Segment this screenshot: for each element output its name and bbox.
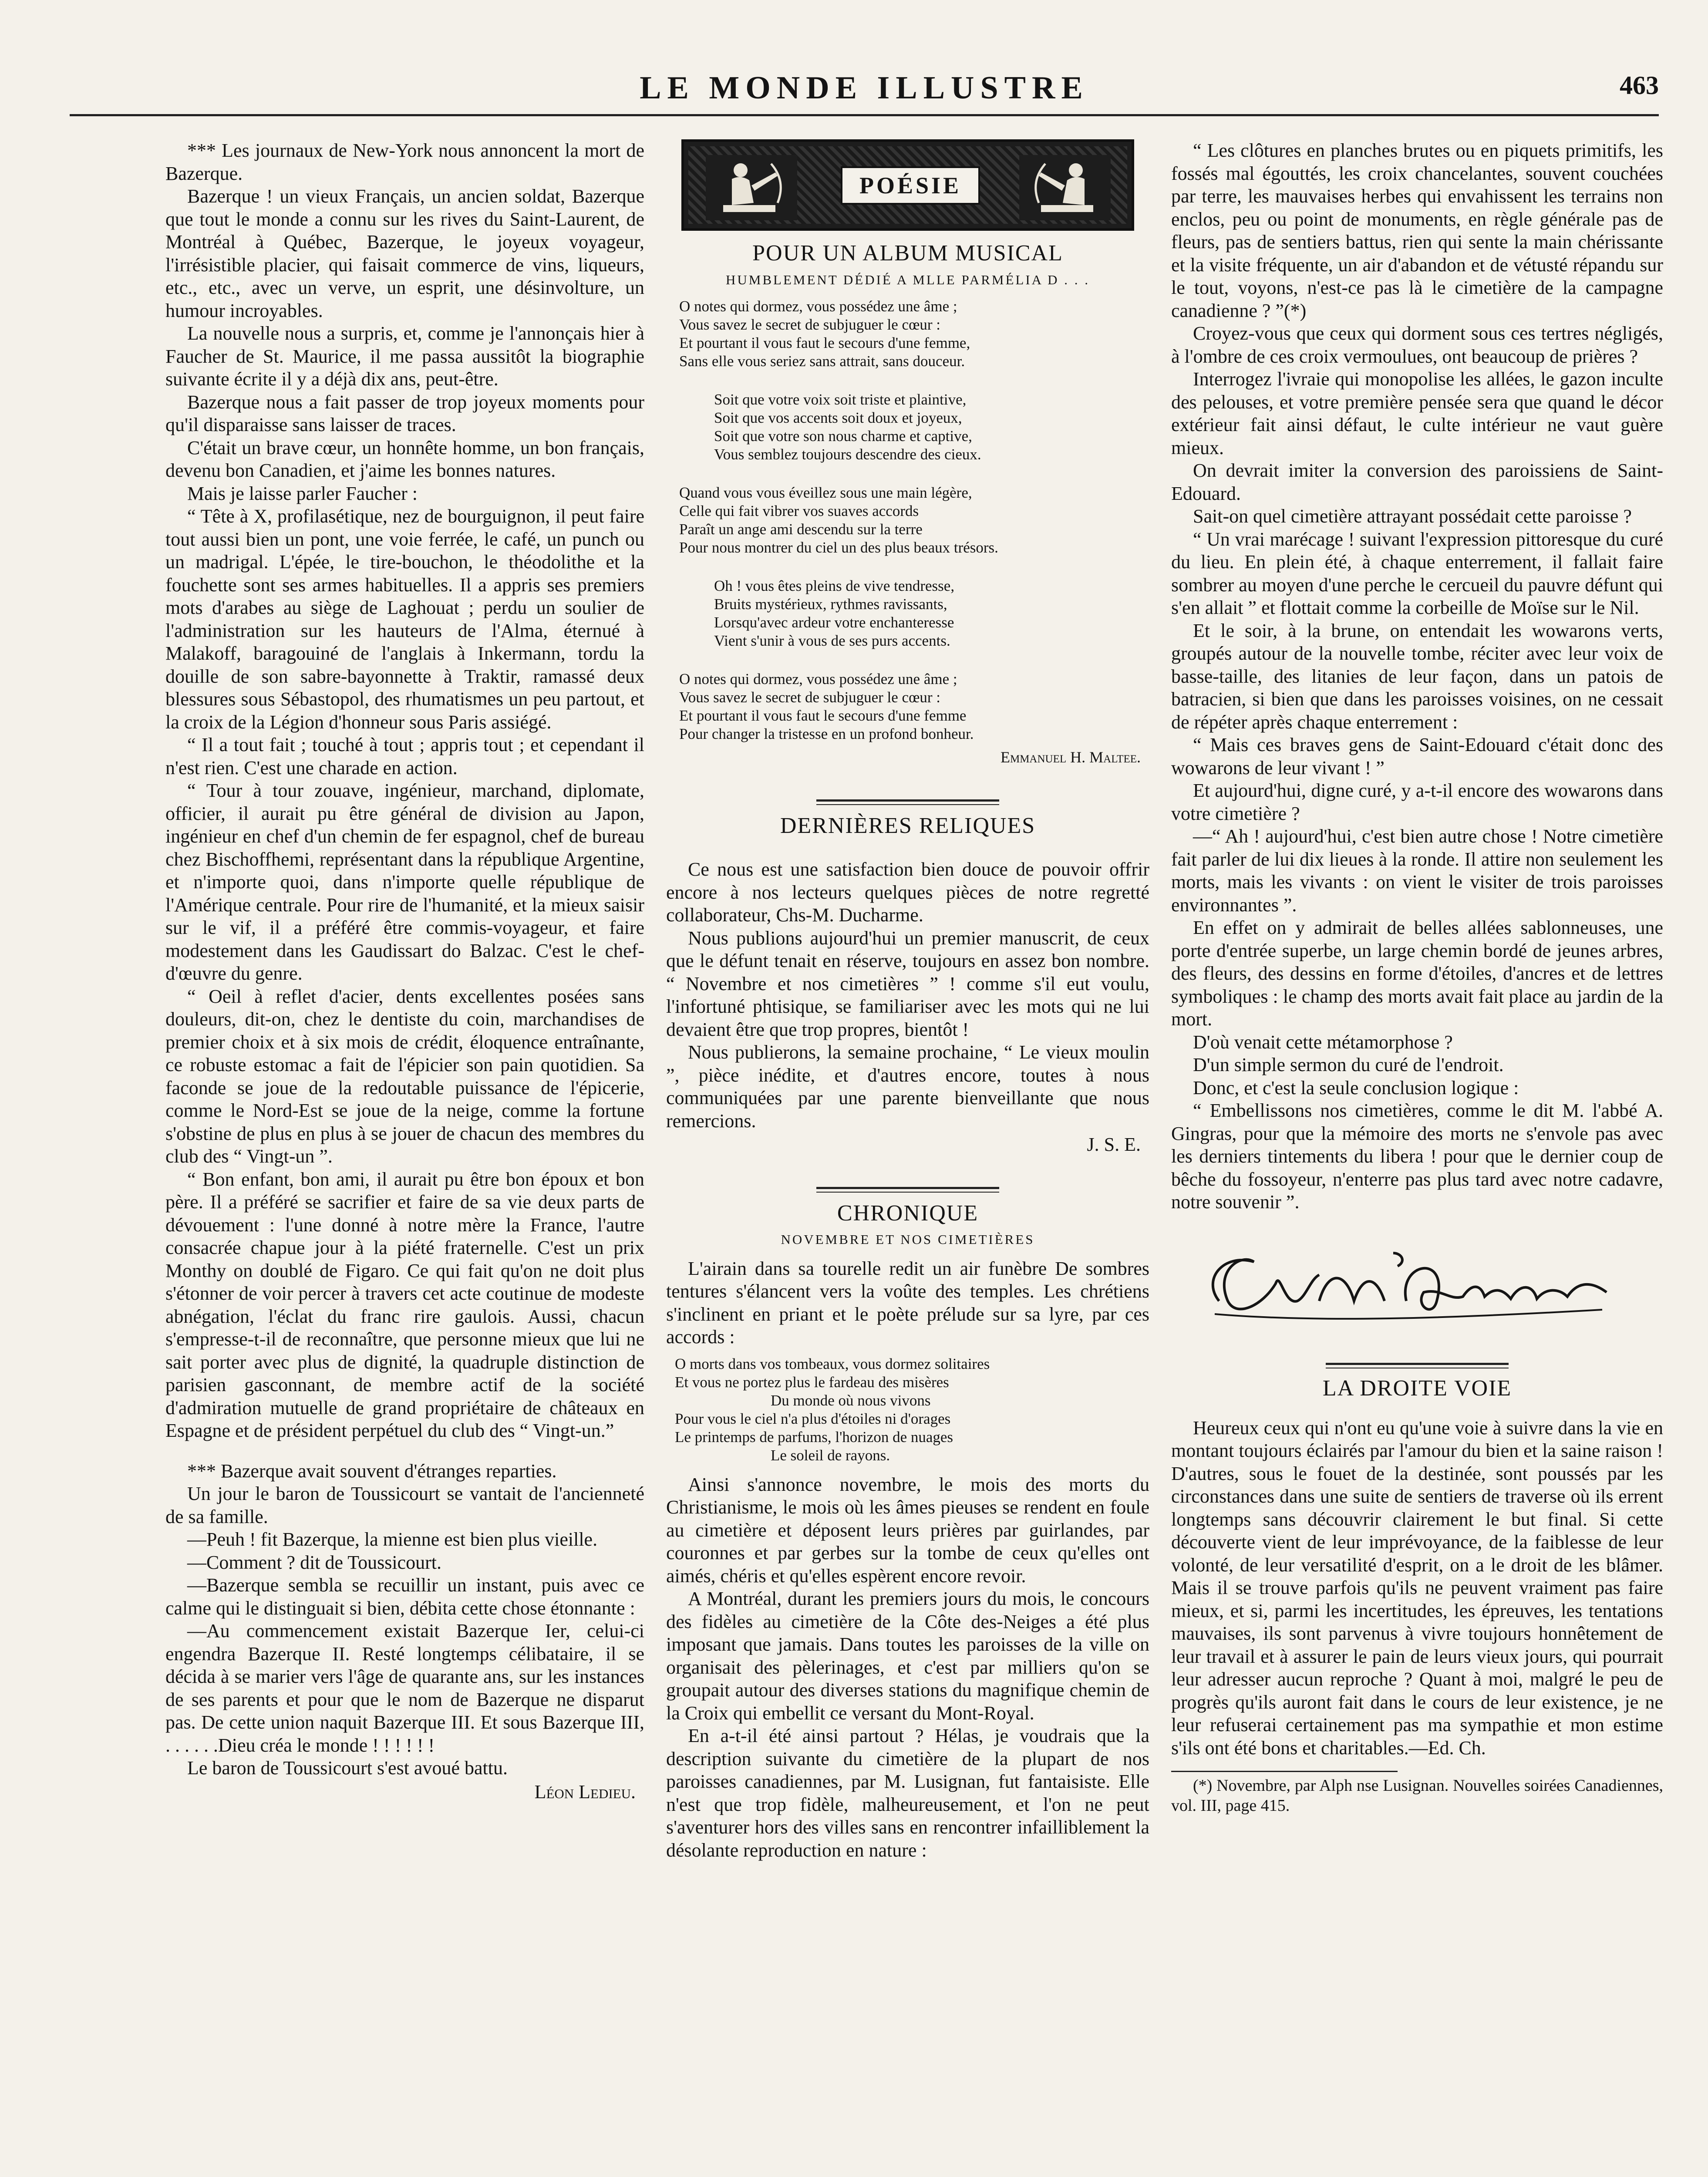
paragraph: D'un simple sermon du curé de l'endroit. — [1193, 1054, 1504, 1075]
paragraph: “ Un vrai marécage ! suivant l'expression pittoresque du curé du lieu. En plein été, à chaque enterrement, il fallait faire sombrer au moyen d'une perche le cercueil du pauvre défunt qui s'en allait ” et flottait comme la corbeille de Moïse sur le Nil. — [1171, 528, 1663, 618]
verse-line: Quand vous vous éveillez sous une main légère, — [679, 484, 972, 501]
paragraph: La nouvelle nous a surpris, et, comme je l'annonçais hier à Faucher de St. Maurice, il me passa aussitôt la biographie suivante écrite il y a déjà dix ans, peut-être. — [165, 323, 644, 390]
paragraph: Nous publions aujourd'hui un premier manuscrit, de ceux que le défunt tenait en réserve, toujours en assez bon nombre. “ Novembre et nos cimetières ” ! comme s'il eut voulu, l'infortuné phtisique, se familiariser avec les mots qui ne lui devaient être que trop propres, bientôt ! — [666, 927, 1149, 1040]
paragraph: Croyez-vous que ceux qui dorment sous ces tertres négligés, à l'ombre de ces croix vermoulues, ont beaucoup de prières ? — [1171, 323, 1663, 367]
paragraph: C'était un brave cœur, un honnête homme, un bon français, devenu bon Canadien, et j'aime les bonnes natures. — [165, 437, 644, 481]
verse-line: Soit que votre voix soit triste et plaintive, — [714, 391, 967, 408]
verse-line: Oh ! vous êtes pleins de vive tendresse, — [714, 577, 955, 594]
verse-line: Le printemps de parfums, l'horizon de nuages — [675, 1428, 953, 1446]
paragraph: —Au commencement existait Bazerque Ier, celui-ci engendra Bazerque II. Resté longtemps célibataire, il se décida à se marier vers l'âge de quarante ans, sur les instances de ses parents et pour que le nom de Bazerque ne disparut pas. De cette union naquit Bazerque III. Et sous Bazerque III, . . . . . .Dieu créa le monde ! ! ! ! ! ! — [165, 1620, 644, 1756]
verse-line: Vous savez le secret de subjuguer le cœur : — [679, 316, 940, 333]
paragraph: Donc, et c'est la seule conclusion logique : — [1193, 1077, 1519, 1099]
paragraph: “ Les clôtures en planches brutes ou en piquets primitifs, les fossés mal égouttés, les croix chancelantes, souvent couchées par terre, les mauvaises herbes qui envahissent les terrains non enclos, peu ou point de monuments, en règle générale pas de fleurs, pas de sentiers battus, rien qui sente la main chérissante et la visite fréquente, un air d'abandon et de vétusté répandu sur le tout, voyons, n'est-ce pas là le cimetière de la campagne canadienne ? ”(*) — [1171, 140, 1663, 321]
paragraph: —“ Ah ! aujourd'hui, c'est bien autre chose ! Notre cimetière fait parler de lui dix lieues à la ronde. Il attire non seulement les morts, mais les vivants : on vient le visiter de trois paroisses environnantes ”. — [1171, 826, 1663, 916]
paragraph: “ Oeil à reflet d'acier, dents excellentes posées sans douleurs, dit-on, chez le dentiste du coin, marchandises de premier choix et à six mois de crédit, éloquence entraînante, ce robuste estomac a fait de l'épicier son pain quotidien. Sa faconde se joue de la redoutable puissance de l'épicerie, comme le Nord-Est se joue de la neige, comme la fortune s'obstine de plus en plus à se jouer de chacun des membres du club des “ Vingt-un ”. — [165, 985, 644, 1167]
paragraph: En a-t-il été ainsi partout ? Hélas, je voudrais que la description suivante du cimetière de la plupart de nos paroisses canadiennes, par M. Lusignan, fut fantaisiste. Elle n'est que trop fidèle, malheureusement, et l'on ne peut s'aventurer hors des villes sans en rencontrer infailliblement la désolante reproduction en nature : — [666, 1725, 1149, 1861]
paragraph: L'airain dans sa tourelle redit un air funèbre De sombres tentures s'élancent vers la voûte des temples. Les chrétiens s'inclinent en priant et le poète prélude sur sa lyre, par ces accords : — [666, 1257, 1149, 1348]
seated-figure-icon — [1019, 155, 1111, 220]
paragraph: —Comment ? dit de Toussicourt. — [187, 1551, 441, 1573]
stanza — [679, 391, 1149, 464]
paragraph: Ainsi s'annonce novembre, le mois des morts du Christianisme, le mois où les âmes pieuses se rendent en foule au cimetière et déposent leurs prières par guirlandes, par couronnes et par gerbes sur la tombe de ceux qu'elles ont aimés, chéris et qu'elles espèrent encore revoir. — [666, 1473, 1149, 1587]
paragraph: —Peuh ! fit Bazerque, la mienne est bien plus vieille. — [187, 1529, 598, 1550]
poesie-banner — [681, 139, 1134, 231]
journal-title: LE MONDE ILLUSTRE — [640, 70, 1089, 106]
poem-signature: Emmanuel H. Maltee. — [1000, 748, 1141, 766]
paragraph: “ Embellissons nos cimetières, comme le dit M. l'abbé A. Gingras, pour que la mémoire des morts ne s'envole pas avec les derniers tintements du libera ! pour que le dernier coup de bêche du fossoyeur, n'enterre pas plus tard avec notre cadavre, notre souvenir ”. — [1171, 1100, 1663, 1213]
paragraph: Bazerque nous a fait passer de trop joyeux moments pour qu'il disparaisse sans laisser de traces. — [165, 391, 644, 435]
verse-line: Du monde où nous vivons — [771, 1392, 931, 1409]
verse-line: Vous savez le secret de subjuguer le cœur : — [679, 689, 940, 706]
paragraph: *** Bazerque avait souvent d'étranges reparties. — [187, 1460, 557, 1482]
section-rule — [1326, 1363, 1509, 1368]
poem — [666, 297, 1149, 743]
paragraph: *** Les journaux de New-York nous annoncent la mort de Bazerque. — [165, 140, 644, 184]
verse-line: Et pourtant il vous faut le secours d'une femme — [679, 707, 967, 724]
verse-line: Vient s'unir à vous de ses purs accents. — [714, 632, 950, 649]
paragraph: “ Tour à tour zouave, ingénieur, marchand, diplomate, officier, il aurait pu être général de division au Japon, ingénieur en chef d'un chemin de fer espagnol, chef de bureau chez Bischoffhemi, représentant dans la république Argentine, et n'importe quoi, dans n'importe quelle république de l'Amérique centrale. Pour rire de l'humanité, et la mieux saisir sur le vif, il a préféré être commis-voyageur, et faire modestement dans les Gaudissart do Balzac. C'est le chef-d'œuvre du genre. — [165, 780, 644, 984]
poem-dedication: HUMBLEMENT DÉDIÉ A MLLE PARMÉLIA D . . . — [726, 272, 1090, 287]
verse-line: Sans elle vous seriez sans attrait, sans douceur. — [679, 353, 965, 370]
poesie-label: POÉSIE — [841, 166, 980, 205]
section-title: DERNIÈRES RELIQUES — [780, 813, 1036, 838]
verse-line: Pour nous montrer du ciel un des plus beaux trésors. — [679, 539, 998, 556]
paragraph: A Montréal, durant les premiers jours du mois, le concours des fidèles au cimetière de la Côte des-Neiges a été plus imposant que jamais. Dans toutes les paroisses de la ville on organisait des pèlerinages, et c'est par milliers qu'on se groupait autour des diverses stations du magnifique chemin de la Croix qui embellit ce versant du Mont-Royal. — [666, 1588, 1149, 1724]
poem-title: POUR UN ALBUM MUSICAL — [752, 241, 1063, 266]
verse-line: Pour changer la tristesse en un profond bonheur. — [679, 725, 974, 742]
paragraph: Ce nous est une satisfaction bien douce de pouvoir offrir encore à nos lecteurs quelques pièces de notre regretté collaborateur, Chs-M. Ducharme. — [666, 859, 1149, 926]
footnote-rule — [1171, 1771, 1398, 1772]
paragraph: —Bazerque sembla se recuillir un instant, puis avec ce calme qui le distinguait si bien, débita cette chose étonnante : — [165, 1574, 644, 1619]
section-title: CHRONIQUE — [837, 1200, 979, 1226]
verse-line: Pour vous le ciel n'a plus d'étoiles ni d'orages — [675, 1410, 951, 1427]
section-subtitle: NOVEMBRE ET NOS CIMETIÈRES — [781, 1232, 1035, 1247]
verse-line: O morts dans vos tombeaux, vous dormez solitaires — [675, 1355, 990, 1372]
verse-line: Paraît un ange ami descendu sur la terre — [679, 521, 923, 538]
stanza — [679, 577, 1149, 650]
verse-line: Celle qui fait vibrer vos suaves accords — [679, 502, 919, 519]
column-3 — [1171, 139, 1663, 1816]
column-2 — [666, 139, 1149, 1862]
header-rule — [70, 114, 1659, 116]
footnote: (*) Novembre, par Alph nse Lusignan. Nouvelles soirées Canadiennes, vol. III, page 415. — [1171, 1776, 1663, 1815]
verse-line: Et vous ne portez plus le fardeau des misères — [675, 1373, 949, 1391]
paragraph: En effet on y admirait de belles allées sablonneuses, une porte d'entrée superbe, un large chemin bordé de jeunes arbres, des fleurs, des dessins en forme d'étoiles, d'ancres et de lettres symboliques : le champ des morts avait fait place au jardin de la mort. — [1171, 917, 1663, 1030]
seated-figure-icon — [706, 155, 797, 220]
stanza — [679, 670, 1149, 743]
verse-line: Et pourtant il vous faut le secours d'une femme, — [679, 334, 970, 351]
verse-line: O notes qui dormez, vous possédez une âme ; — [679, 671, 957, 687]
verse-line: Lorsqu'avec ardeur votre enchanteresse — [714, 614, 954, 631]
verse-line: Vous semblez toujours descendre des cieux. — [714, 446, 981, 463]
chronique-verse — [666, 1355, 1149, 1465]
paragraph: Et le soir, à la brune, on entendait les wowarons verts, groupés autour de la nouvelle tombe, réciter avec leur voix de basse-taille, des litanies de leur façon, dans un patois de batracien, si bien que dans les paroisses voisines, on ne cessait de répéter après chaque enterrement : — [1171, 620, 1663, 733]
paragraph: D'où venait cette métamorphose ? — [1193, 1031, 1453, 1053]
section-title: LA DROITE VOIE — [1322, 1376, 1512, 1401]
column-1 — [165, 139, 644, 1803]
paragraph: Heureux ceux qui n'ont eu qu'une voie à suivre dans la vie en montant toujours éclairés par l'amour du bien et la saine raison ! D'autres, sous le fouet de la destinée, sont poussés par les circonstances dans une suite de sentiers de traverse où ils errent longtemps sans découvrir clairement le but final. Si cette découverte vient de leur imprévoyance, de la faiblesse de leur volonté, de leur versatilité d'esprit, on a le droit de les blâmer. Mais il se trouve parfois qu'ils ne peuvent vraiment pas faire mieux, et si, parmi les incertitudes, les épreuves, les tentations mauvaises, ils sont parvenus à vivre toujours honnêtement de leur travail et à assurer le pain de leurs vieux jours, qui pourrait leur adresser aucun reproche ? Quant à moi, malgré le peu de progrès qu'ils auront fait dans le cours de leur existence, je ne leur refuserai certainement pas ma sympathie et mon estime s'ils ont été bons et charitables.—Ed. Ch. — [1171, 1417, 1663, 1759]
paragraph: Nous publierons, la semaine prochaine, “ Le vieux moulin ”, pièce inédite, et d'autres encore, toutes à nous communiquées par une parente bienveillante que nous remercions. — [666, 1041, 1149, 1132]
paragraph: Et aujourd'hui, digne curé, y a-t-il encore des wowarons dans votre cimetière ? — [1171, 780, 1663, 824]
paragraph: Un jour le baron de Toussicourt se vantait de l'ancienneté de sa famille. — [165, 1483, 644, 1527]
verse-line: O notes qui dormez, vous possédez une âme ; — [679, 298, 957, 315]
page-number: 463 — [1620, 71, 1659, 100]
verse-line: Soit que vos accents soit doux et joyeux, — [714, 409, 962, 426]
paragraph: “ Bon enfant, bon ami, il aurait pu être bon époux et bon père. Il a préféré se sacrifier et faire de sa vie deux parts de dévouement : l'une donné à notre mère la France, l'autre consacrée chapue jour à la piété fraternelle. C'est un prix Monthy on doublé de Figaro. Ce qui fait qu'on ne doit plus s'étonner de voir percer à travers cet acte coutinue de modeste abnégation, l'éclat du franc rire gaulois. Aussi, chacun s'empresse-t-il de reconnaître, que personne mieux que lui ne sait porter avec plus de dignité, la quadruple distinction de parisien gasconnant, de membre actif de la société d'admiration mutuelle de grand propriétaire de châteaux en Espagne et de président perpétuel du club des “ Vingt-un.” — [165, 1168, 644, 1441]
section-signature: J. S. E. — [1087, 1134, 1141, 1155]
paragraph: Le baron de Toussicourt s'est avoué battu. — [187, 1757, 508, 1779]
stanza — [679, 484, 1149, 557]
verse-line: Le soleil de rayons. — [771, 1446, 890, 1464]
paragraph: “ Mais ces braves gens de Saint-Edouard c'était donc des wowarons de leur vivant ! ” — [1171, 734, 1663, 778]
page-header — [70, 65, 1659, 118]
paragraph: Mais je laisse parler Faucher : — [187, 482, 418, 504]
verse-line: Soit que votre son nous charme et captive, — [714, 428, 972, 445]
paragraph: Interrogez l'ivraie qui monopolise les allées, le gazon inculte des pelouses, et votre première pensée sera que quand le décor extérieur fait ainsi défaut, le culte intérieur ne vaut guère mieux. — [1171, 368, 1663, 458]
stanza — [679, 297, 1149, 371]
section-rule — [816, 799, 999, 805]
section-rule — [816, 1187, 999, 1193]
author-signature: Léon Ledieu. — [534, 1781, 636, 1803]
paragraph: “ Il a tout fait ; touché à tout ; appris tout ; et cependant il n'est rien. C'est une charade en action. — [165, 734, 644, 778]
handwritten-signature — [1189, 1236, 1624, 1336]
verse-line: Bruits mystérieux, rythmes ravissants, — [714, 596, 947, 613]
paragraph: Bazerque ! un vieux Français, un ancien soldat, Bazerque que tout le monde a connu sur les rives du Saint-Laurent, de Montréal à Québec, Bazerque, le joyeux voyageur, l'irrésistible placier, qui faisait commerce de vins, liqueurs, etc., etc., avec un verve, un esprit, une désinvolture, un humour incroyables. — [165, 185, 644, 321]
paragraph: Sait-on quel cimetière attrayant possédait cette paroisse ? — [1193, 505, 1632, 527]
paragraph: On devrait imiter la conversion des paroissiens de Saint-Edouard. — [1171, 460, 1663, 504]
paragraph: “ Tête à X, profilasétique, nez de bourguignon, il peut faire tout aussi bien un pont, une voie ferrée, le café, un punch ou un madrigal. L'épée, le tire-bouchon, le théodolithe et la fouchette sont ses armes habituelles. Il a appris ses premiers mots d'arabes au siège de Laghouat ; perdu un soulier de l'administration sur les hauteurs de l'Alma, éternué à Malakoff, baragouiné de l'anglais à Inkermann, tordu la douille de son sabre-bayonnette à Traktir, ramassé deux blessures sous Sébastopol, des rhumatismes un peu partout, et la croix de la Légion d'honneur sous Paris assiégé. — [165, 505, 644, 733]
